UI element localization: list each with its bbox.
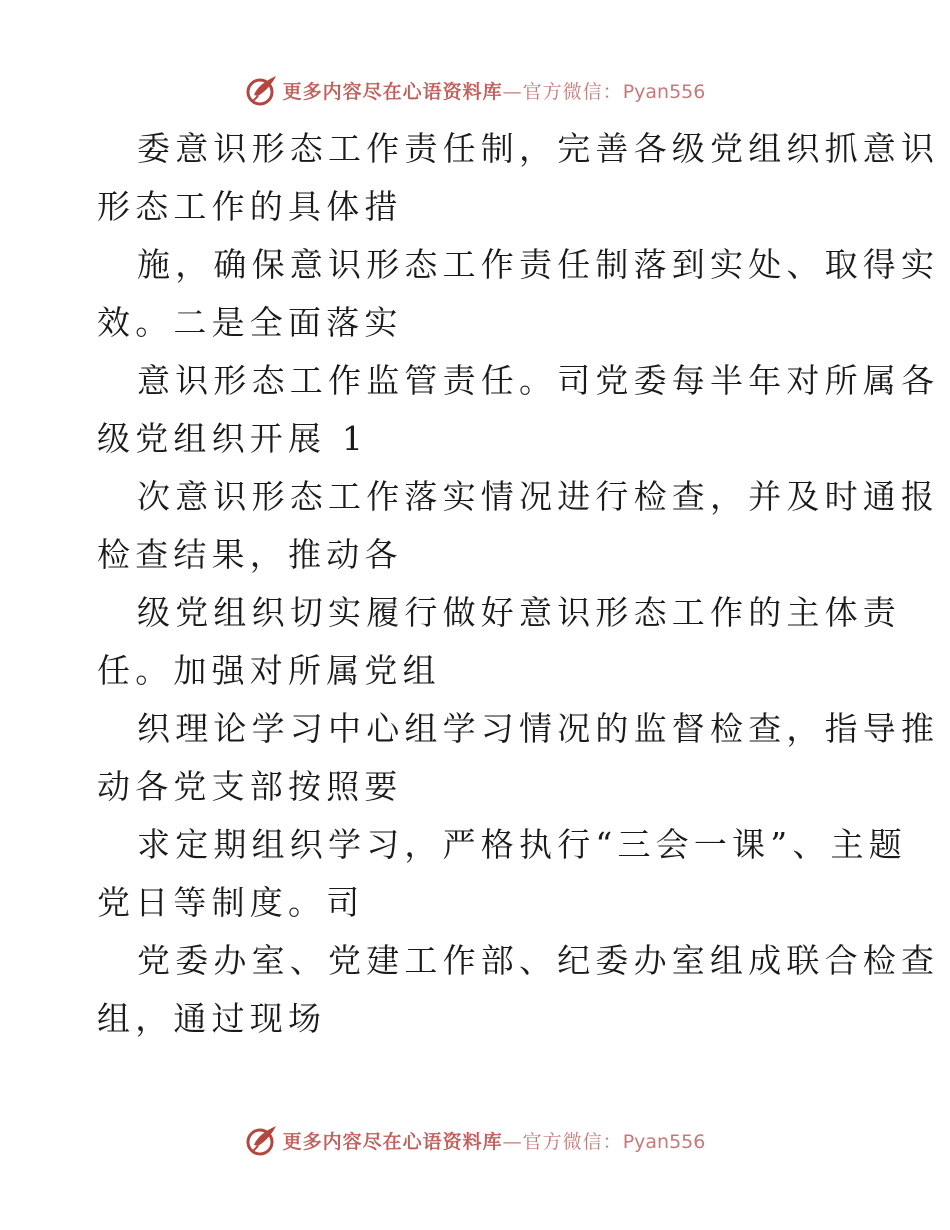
paragraph	[97, 236, 940, 352]
paragraph	[97, 468, 940, 584]
header-banner-text: 更多内容尽在心语资料库—官方微信：Pyan556	[282, 80, 706, 103]
document-body	[97, 120, 940, 1048]
paragraph	[97, 700, 940, 816]
paragraph-line: 委意识形态工作责任制，完善各级党组织抓意识	[137, 129, 940, 168]
paragraph-line: 组，通过现场	[97, 999, 327, 1038]
paragraph	[97, 816, 907, 932]
paragraph	[97, 584, 901, 700]
footer-banner-text: 更多内容尽在心语资料库—官方微信：Pyan556	[282, 1130, 706, 1153]
paragraph-line: 次意识形态工作落实情况进行检查，并及时通报	[137, 477, 940, 516]
footer-banner	[0, 1120, 950, 1160]
paragraph	[97, 352, 940, 468]
paragraph-line: 任。加强对所属党组	[97, 651, 441, 690]
header-banner	[0, 70, 950, 110]
paragraph-line: 党日等制度。司	[97, 883, 365, 922]
paragraph-line: 求定期组织学习，严格执行“三会一课”、主题	[137, 825, 907, 864]
paragraph-line: 施，确保意识形态工作责任制落到实处、取得实	[137, 245, 940, 284]
paragraph-line: 织理论学习中心组学习情况的监督检查，指导推	[137, 709, 940, 748]
paragraph-line: 动各党支部按照要	[97, 767, 403, 806]
paragraph-line: 党委办室、党建工作部、纪委办室组成联合检查	[137, 941, 940, 980]
quill-logo-icon	[245, 1123, 279, 1157]
paragraph	[97, 120, 940, 236]
paragraph-line: 级党组织切实履行做好意识形态工作的主体责	[137, 593, 901, 632]
paragraph-line: 检查结果，推动各	[97, 535, 403, 574]
paragraph-line: 意识形态工作监管责任。司党委每半年对所属各	[137, 361, 940, 400]
quill-logo-icon	[245, 73, 279, 107]
paragraph-line: 级党组织开展 1	[97, 419, 369, 458]
paragraph-line: 效。二是全面落实	[97, 303, 403, 342]
paragraph	[97, 932, 940, 1048]
paragraph-line: 形态工作的具体措	[97, 187, 403, 226]
